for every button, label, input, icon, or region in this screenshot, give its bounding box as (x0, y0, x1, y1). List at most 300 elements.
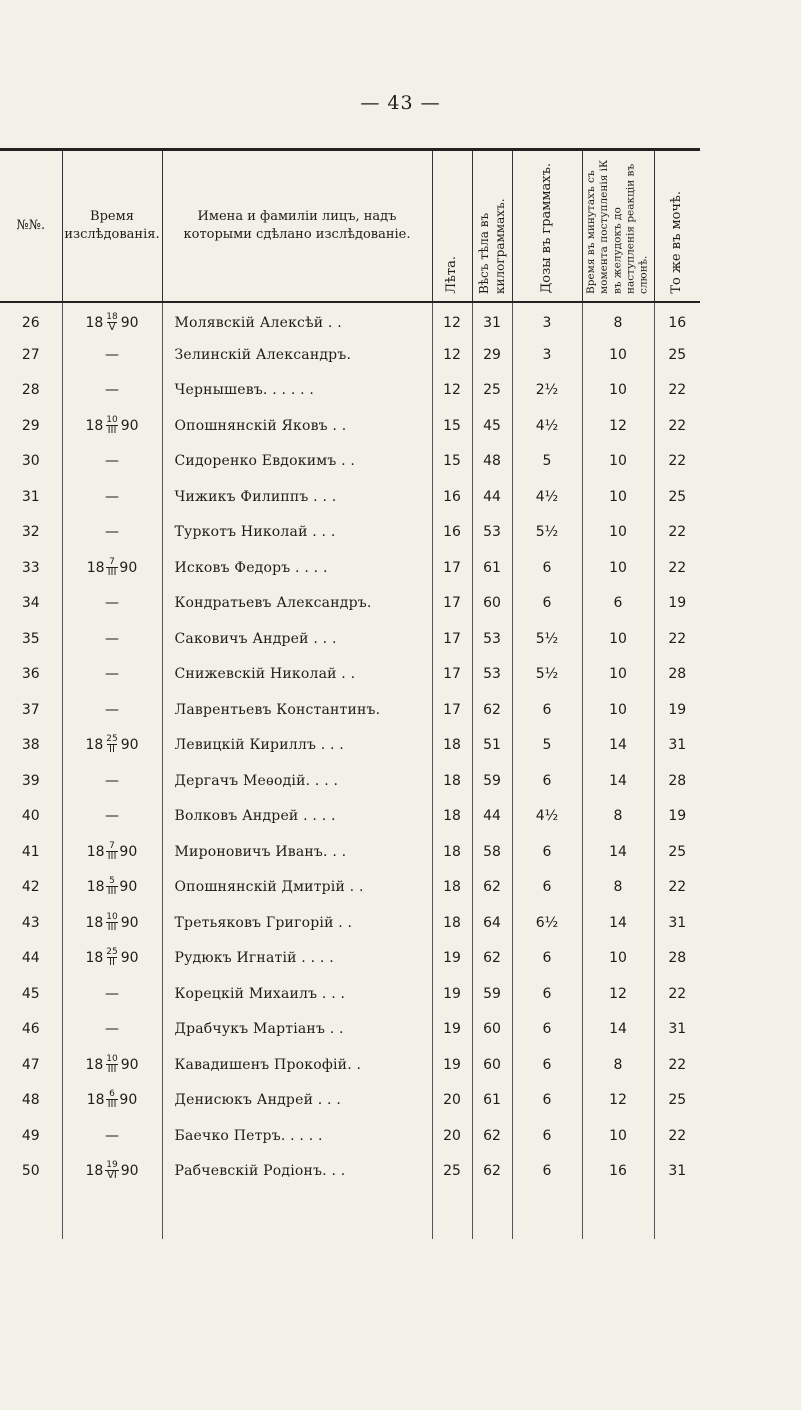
weight-cell: 51 (472, 728, 512, 764)
table-row (0, 337, 700, 373)
row-number: 48 (0, 1083, 62, 1119)
date-fraction (106, 558, 119, 578)
date-fraction (104, 735, 119, 755)
urine-time-cell: 22 (654, 515, 700, 551)
date-ditto: — (105, 985, 119, 1002)
age-cell: 12 (432, 337, 472, 373)
date-year: 90 (120, 950, 139, 967)
weight-cell: 62 (472, 1154, 512, 1190)
table-row (0, 905, 700, 941)
dose-cell: 6 (512, 692, 582, 728)
weight-cell: 53 (472, 515, 512, 551)
header-age (432, 150, 472, 302)
row-number: 37 (0, 692, 62, 728)
date-day: 5 (109, 876, 115, 887)
exam-date (62, 834, 162, 870)
dose-cell: 6 (512, 941, 582, 977)
date-month: III (107, 921, 117, 933)
exam-date (62, 479, 162, 515)
person-name: Чернышевъ. . . . . . (162, 373, 432, 409)
date-year: 90 (119, 559, 138, 576)
saliva-time-cell: 10 (582, 1118, 654, 1154)
date-day: 6 (109, 1089, 115, 1100)
row-number: 50 (0, 1154, 62, 1190)
age-cell: 19 (432, 941, 472, 977)
saliva-time-cell: 14 (582, 728, 654, 764)
weight-cell: 58 (472, 834, 512, 870)
person-name: Рабчевскій Родіонъ. . . (162, 1154, 432, 1190)
saliva-time-cell: 12 (582, 1083, 654, 1119)
date-ditto: — (105, 666, 119, 683)
date-day: 10 (106, 911, 118, 922)
row-number: 34 (0, 586, 62, 622)
date-ditto: — (105, 524, 119, 541)
date-ditto: — (105, 808, 119, 825)
date-month: III (107, 424, 117, 436)
saliva-time-cell: 10 (582, 479, 654, 515)
weight-cell: 60 (472, 1012, 512, 1048)
dose-cell: 6 (512, 1047, 582, 1083)
weight-cell: 29 (472, 337, 512, 373)
exam-date (62, 692, 162, 728)
row-number: 44 (0, 941, 62, 977)
date-fraction (106, 877, 119, 897)
saliva-time-cell: 8 (582, 799, 654, 835)
empty-cell (162, 1189, 432, 1239)
row-number: 33 (0, 550, 62, 586)
dose-cell: 5 (512, 728, 582, 764)
person-name: Исковъ Федоръ . . . . (162, 550, 432, 586)
urine-time-cell: 22 (654, 1118, 700, 1154)
weight-cell: 31 (472, 302, 512, 338)
date-fraction (104, 1161, 119, 1181)
urine-time-cell: 16 (654, 302, 700, 338)
age-cell: 15 (432, 408, 472, 444)
person-name: Мироновичъ Иванъ. . . (162, 834, 432, 870)
dose-cell: 6 (512, 1154, 582, 1190)
header-time-minutes-label: Время въ минутахъ съ момента поступленія іК въ желудокъ до наступленія реакціи въ слюнѣ. (585, 159, 650, 294)
saliva-time-cell: 10 (582, 444, 654, 480)
dose-cell: 6 (512, 1118, 582, 1154)
urine-time-cell: 28 (654, 657, 700, 693)
date-fraction (104, 948, 119, 968)
urine-time-cell: 28 (654, 763, 700, 799)
date-year: 90 (119, 879, 138, 896)
age-cell: 12 (432, 302, 472, 338)
row-number: 42 (0, 870, 62, 906)
exam-date (62, 621, 162, 657)
person-name: Кондратьевъ Александръ. (162, 586, 432, 622)
header-time: Время изслѣдованія. (62, 150, 162, 302)
row-number: 26 (0, 302, 62, 338)
data-table (0, 148, 700, 1239)
age-cell: 17 (432, 550, 472, 586)
row-number: 28 (0, 373, 62, 409)
saliva-time-cell: 8 (582, 302, 654, 338)
table-row (0, 515, 700, 551)
dose-cell: 5 (512, 444, 582, 480)
date-year-prefix: 18 (86, 559, 105, 576)
date-year: 90 (120, 737, 139, 754)
date-ditto: — (105, 595, 119, 612)
date-ditto: — (105, 701, 119, 718)
date-year-prefix: 18 (85, 914, 104, 931)
saliva-time-cell: 14 (582, 763, 654, 799)
table-row (0, 621, 700, 657)
exam-date (62, 1083, 162, 1119)
table-row (0, 799, 700, 835)
table-row (0, 550, 700, 586)
header-urine (654, 150, 700, 302)
header-age-label: Лѣта. (444, 255, 460, 294)
date-fraction (104, 1055, 119, 1075)
dose-cell: 6 (512, 763, 582, 799)
date-ditto: — (105, 1021, 119, 1038)
urine-time-cell: 25 (654, 337, 700, 373)
header-weight-label: Вѣсъ тѣла въ килограммахъ. (476, 198, 507, 294)
urine-time-cell: 28 (654, 941, 700, 977)
empty-cell (62, 1189, 162, 1239)
row-number: 45 (0, 976, 62, 1012)
date-year-prefix: 18 (85, 737, 104, 754)
weight-cell: 62 (472, 941, 512, 977)
date-month: III (107, 1063, 117, 1075)
dose-cell: 4½ (512, 408, 582, 444)
date-year: 90 (120, 314, 139, 331)
table-row (0, 408, 700, 444)
date-month: VI (107, 1170, 117, 1182)
table-row (0, 479, 700, 515)
date-month: II (109, 957, 115, 969)
age-cell: 18 (432, 905, 472, 941)
date-ditto: — (105, 1127, 119, 1144)
weight-cell: 48 (472, 444, 512, 480)
weight-cell: 44 (472, 799, 512, 835)
row-number: 30 (0, 444, 62, 480)
date-day: 18 (106, 311, 118, 322)
age-cell: 18 (432, 799, 472, 835)
empty-cell (0, 1189, 62, 1239)
table-row (0, 870, 700, 906)
table-row (0, 728, 700, 764)
urine-time-cell: 22 (654, 621, 700, 657)
age-cell: 19 (432, 1012, 472, 1048)
date-month: II (109, 744, 115, 756)
date-ditto: — (105, 346, 119, 363)
weight-cell: 53 (472, 657, 512, 693)
person-name: Туркотъ Николай . . . (162, 515, 432, 551)
table-row (0, 763, 700, 799)
date-year-prefix: 18 (86, 843, 105, 860)
weight-cell: 60 (472, 1047, 512, 1083)
age-cell: 18 (432, 763, 472, 799)
age-cell: 19 (432, 1047, 472, 1083)
date-month: III (107, 1099, 117, 1111)
person-name: Опошнянскій Дмитрій . . (162, 870, 432, 906)
date-year-prefix: 18 (85, 1163, 104, 1180)
empty-cell (472, 1189, 512, 1239)
empty-cell (512, 1189, 582, 1239)
header-doses-label: Дозы въ граммахъ. (539, 163, 555, 294)
exam-date (62, 905, 162, 941)
dose-cell: 6 (512, 1012, 582, 1048)
dose-cell: 2½ (512, 373, 582, 409)
exam-date (62, 302, 162, 338)
page-number: — 43 — (360, 92, 441, 114)
date-fraction (104, 913, 119, 933)
date-day: 19 (106, 1160, 118, 1171)
table-header-row (0, 150, 700, 302)
row-number: 36 (0, 657, 62, 693)
urine-time-cell: 25 (654, 1083, 700, 1119)
table-row (0, 692, 700, 728)
person-name: Молявскій Алексѣй . . (162, 302, 432, 338)
date-ditto: — (105, 488, 119, 505)
header-time-minutes (582, 150, 654, 302)
row-number: 47 (0, 1047, 62, 1083)
row-number: 41 (0, 834, 62, 870)
saliva-time-cell: 10 (582, 941, 654, 977)
age-cell: 16 (432, 479, 472, 515)
table-row (0, 1012, 700, 1048)
weight-cell: 61 (472, 1083, 512, 1119)
date-month: V (108, 321, 116, 333)
date-day: 7 (109, 840, 115, 851)
saliva-time-cell: 10 (582, 692, 654, 728)
dose-cell: 6 (512, 976, 582, 1012)
dose-cell: 6 (512, 586, 582, 622)
table-body (0, 302, 700, 1240)
saliva-time-cell: 10 (582, 337, 654, 373)
age-cell: 25 (432, 1154, 472, 1190)
urine-time-cell: 19 (654, 799, 700, 835)
header-weight (472, 150, 512, 302)
row-number: 29 (0, 408, 62, 444)
weight-cell: 62 (472, 692, 512, 728)
person-name: Сидоренко Евдокимъ . . (162, 444, 432, 480)
date-year-prefix: 18 (85, 950, 104, 967)
date-day: 10 (106, 414, 118, 425)
person-name: Левицкій Кириллъ . . . (162, 728, 432, 764)
urine-time-cell: 31 (654, 1012, 700, 1048)
date-fraction (104, 313, 119, 333)
empty-cell (432, 1189, 472, 1239)
date-day: 7 (109, 556, 115, 567)
dose-cell: 5½ (512, 621, 582, 657)
date-day: 25 (106, 734, 118, 745)
weight-cell: 60 (472, 586, 512, 622)
dose-cell: 6 (512, 1083, 582, 1119)
saliva-time-cell: 10 (582, 373, 654, 409)
urine-time-cell: 22 (654, 870, 700, 906)
urine-time-cell: 22 (654, 444, 700, 480)
weight-cell: 53 (472, 621, 512, 657)
urine-time-cell: 19 (654, 586, 700, 622)
table-row (0, 657, 700, 693)
age-cell: 19 (432, 976, 472, 1012)
row-number: 31 (0, 479, 62, 515)
person-name: Денисюкъ Андрей . . . (162, 1083, 432, 1119)
age-cell: 17 (432, 621, 472, 657)
dose-cell: 4½ (512, 799, 582, 835)
date-fraction (106, 842, 119, 862)
weight-cell: 59 (472, 763, 512, 799)
saliva-time-cell: 14 (582, 1012, 654, 1048)
dose-cell: 5½ (512, 657, 582, 693)
date-year: 90 (120, 914, 139, 931)
person-name: Чижикъ Филиппъ . . . (162, 479, 432, 515)
saliva-time-cell: 12 (582, 408, 654, 444)
dose-cell: 6 (512, 870, 582, 906)
urine-time-cell: 22 (654, 550, 700, 586)
urine-time-cell: 25 (654, 479, 700, 515)
date-year-prefix: 18 (85, 1056, 104, 1073)
age-cell: 12 (432, 373, 472, 409)
age-cell: 15 (432, 444, 472, 480)
exam-date (62, 799, 162, 835)
row-number: 27 (0, 337, 62, 373)
weight-cell: 44 (472, 479, 512, 515)
urine-time-cell: 31 (654, 1154, 700, 1190)
urine-time-cell: 25 (654, 834, 700, 870)
exam-date (62, 1118, 162, 1154)
date-year: 90 (119, 1092, 138, 1109)
row-number: 40 (0, 799, 62, 835)
row-number: 43 (0, 905, 62, 941)
person-name: Зелинскій Александръ. (162, 337, 432, 373)
age-cell: 20 (432, 1083, 472, 1119)
exam-date (62, 408, 162, 444)
person-name: Снижевскій Николай . . (162, 657, 432, 693)
header-num: №№. (0, 150, 62, 302)
data-table-container (0, 148, 700, 1239)
date-year-prefix: 18 (85, 314, 104, 331)
exam-date (62, 550, 162, 586)
age-cell: 17 (432, 657, 472, 693)
person-name: Третьяковъ Григорій . . (162, 905, 432, 941)
saliva-time-cell: 10 (582, 621, 654, 657)
person-name: Рудюкъ Игнатій . . . . (162, 941, 432, 977)
row-number: 49 (0, 1118, 62, 1154)
exam-date (62, 763, 162, 799)
urine-time-cell: 31 (654, 905, 700, 941)
date-day: 10 (106, 1053, 118, 1064)
date-ditto: — (105, 630, 119, 647)
person-name: Саковичъ Андрей . . . (162, 621, 432, 657)
exam-date (62, 1012, 162, 1048)
exam-date (62, 444, 162, 480)
header-names: Имена и фамиліи лицъ, надъ которыми сдѣлано изслѣдованіе. (162, 150, 432, 302)
dose-cell: 5½ (512, 515, 582, 551)
saliva-time-cell: 14 (582, 834, 654, 870)
dose-cell: 3 (512, 337, 582, 373)
weight-cell: 59 (472, 976, 512, 1012)
date-year: 90 (120, 1056, 139, 1073)
weight-cell: 61 (472, 550, 512, 586)
row-number: 35 (0, 621, 62, 657)
table-row (0, 1154, 700, 1190)
exam-date (62, 976, 162, 1012)
dose-cell: 4½ (512, 479, 582, 515)
row-number: 38 (0, 728, 62, 764)
saliva-time-cell: 10 (582, 515, 654, 551)
date-month: III (107, 886, 117, 898)
saliva-time-cell: 10 (582, 657, 654, 693)
header-doses (512, 150, 582, 302)
date-ditto: — (105, 772, 119, 789)
header-urine-label: То же въ мочѣ. (669, 191, 685, 294)
row-number: 32 (0, 515, 62, 551)
exam-date (62, 337, 162, 373)
exam-date (62, 515, 162, 551)
saliva-time-cell: 10 (582, 550, 654, 586)
saliva-time-cell: 12 (582, 976, 654, 1012)
saliva-time-cell: 14 (582, 905, 654, 941)
exam-date (62, 1047, 162, 1083)
person-name: Опошнянскій Яковъ . . (162, 408, 432, 444)
age-cell: 17 (432, 692, 472, 728)
date-month: III (107, 566, 117, 578)
age-cell: 18 (432, 870, 472, 906)
exam-date (62, 1154, 162, 1190)
weight-cell: 64 (472, 905, 512, 941)
urine-time-cell: 22 (654, 1047, 700, 1083)
exam-date (62, 373, 162, 409)
table-row (0, 941, 700, 977)
table-row (0, 444, 700, 480)
person-name: Баечко Петръ. . . . . (162, 1118, 432, 1154)
row-number: 46 (0, 1012, 62, 1048)
urine-time-cell: 22 (654, 408, 700, 444)
person-name: Дергачъ Меѳодій. . . . (162, 763, 432, 799)
urine-time-cell: 22 (654, 976, 700, 1012)
empty-cell (654, 1189, 700, 1239)
exam-date (62, 657, 162, 693)
weight-cell: 25 (472, 373, 512, 409)
date-year: 90 (120, 1163, 139, 1180)
weight-cell: 62 (472, 1118, 512, 1154)
table-row (0, 976, 700, 1012)
person-name: Лаврентьевъ Константинъ. (162, 692, 432, 728)
date-month: III (107, 850, 117, 862)
table-bottom-space (0, 1189, 700, 1239)
date-fraction (104, 416, 119, 436)
table-row (0, 586, 700, 622)
exam-date (62, 728, 162, 764)
saliva-time-cell: 16 (582, 1154, 654, 1190)
age-cell: 18 (432, 728, 472, 764)
table-row (0, 1083, 700, 1119)
weight-cell: 45 (472, 408, 512, 444)
date-ditto: — (105, 453, 119, 470)
urine-time-cell: 22 (654, 373, 700, 409)
dose-cell: 6 (512, 550, 582, 586)
dose-cell: 6 (512, 834, 582, 870)
saliva-time-cell: 8 (582, 1047, 654, 1083)
saliva-time-cell: 8 (582, 870, 654, 906)
date-year-prefix: 18 (86, 1092, 105, 1109)
table-row (0, 302, 700, 338)
date-year-prefix: 18 (86, 879, 105, 896)
dose-cell: 3 (512, 302, 582, 338)
urine-time-cell: 19 (654, 692, 700, 728)
table-row (0, 1047, 700, 1083)
table-row (0, 1118, 700, 1154)
age-cell: 20 (432, 1118, 472, 1154)
age-cell: 17 (432, 586, 472, 622)
age-cell: 16 (432, 515, 472, 551)
weight-cell: 62 (472, 870, 512, 906)
